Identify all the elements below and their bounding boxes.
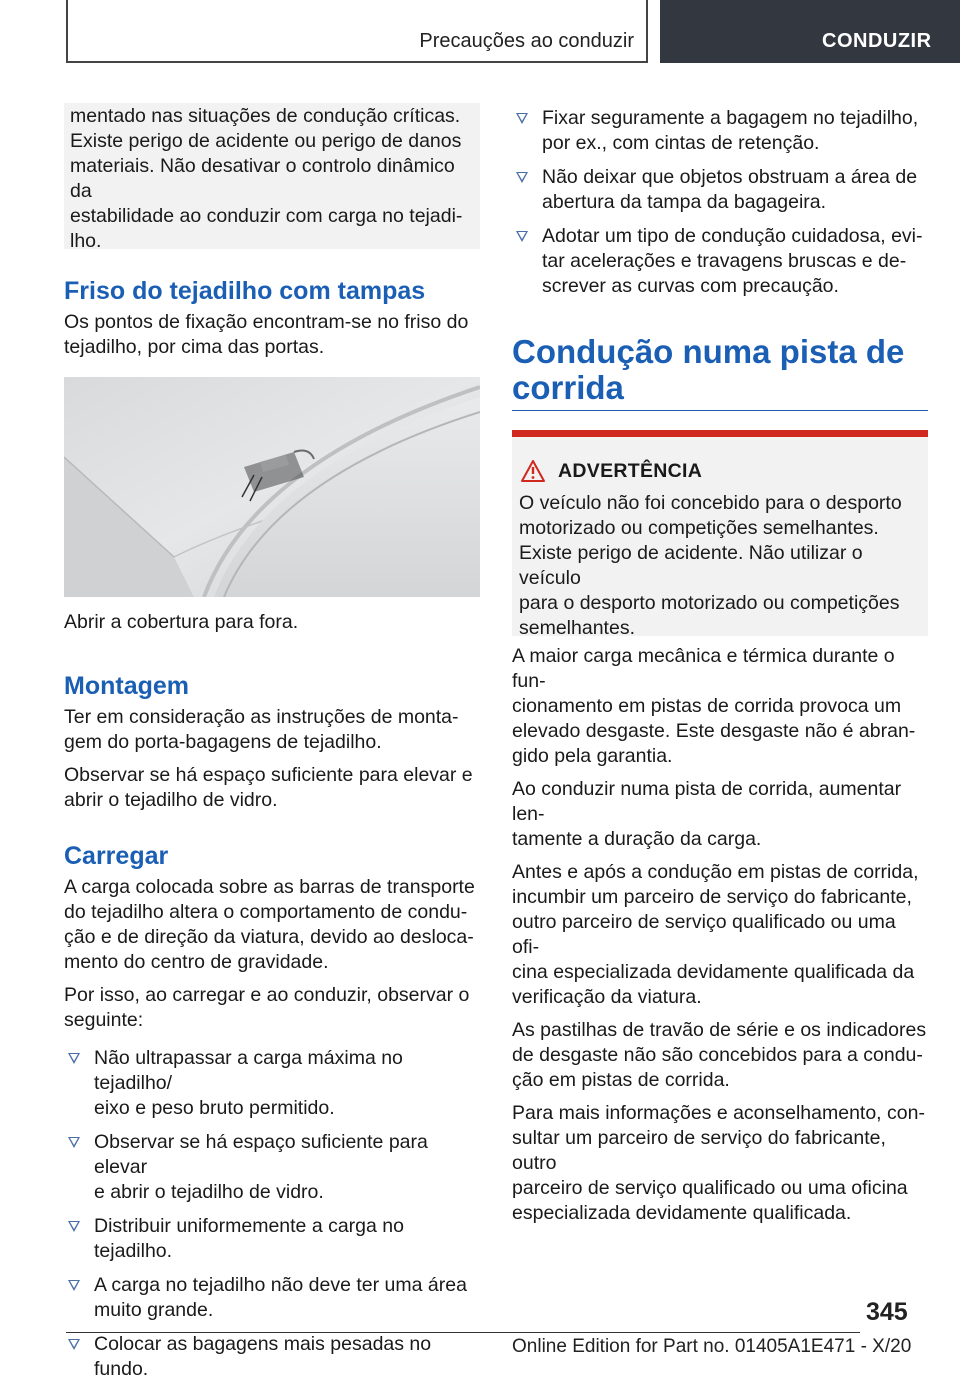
continued-note-box: [64, 103, 480, 252]
warning-triangle-icon: [520, 459, 546, 483]
page-number: 345: [866, 1298, 908, 1326]
body-text-line: ção em pistas de corrida.: [512, 1069, 730, 1091]
image-caption: Abrir a cobertura para fora.: [64, 611, 299, 633]
body-text-line: especializada devidamente qualificada.: [512, 1202, 852, 1224]
warning-text-line: semelhantes.: [519, 617, 635, 639]
list-item: Não deixar que objetos obstruam a área de abertura da tampa da bagageira.: [512, 165, 928, 215]
roof-rail-image: [64, 377, 480, 597]
carregar-heading: Carregar: [64, 842, 169, 870]
header-chapter-tab: [660, 0, 960, 63]
heading-rule: [512, 410, 928, 411]
carregar-text-line: mento do centro de gravidade.: [64, 951, 329, 973]
list-item: Não ultrapassar a carga máxima no tejadilho/ eixo e peso bruto permitido.: [64, 1046, 480, 1121]
warning-text-line: Existe perigo de acidente. Não utilizar o veículo: [519, 542, 863, 589]
roof-rail-illustration: [64, 377, 480, 597]
body-text-line: de desgaste não são concebidos para a condu-: [512, 1044, 923, 1066]
triangle-bullet-icon: [516, 172, 528, 183]
triangle-bullet-icon: [68, 1280, 80, 1291]
friso-text-line: Os pontos de fixação encontram-se no friso do: [64, 311, 469, 333]
header-section-title: Precauções ao conduzir: [419, 30, 634, 52]
warning-text-line: para o desporto motorizado ou competições: [519, 592, 900, 614]
triangle-bullet-icon: [516, 113, 528, 124]
carregar-text-line: do tejadilho altera o comportamento de condu-: [64, 901, 468, 923]
triangle-bullet-icon: [516, 231, 528, 242]
footer-rule: [66, 1332, 860, 1333]
body-text-line: verificação da viatura.: [512, 986, 702, 1008]
montagem-text-line: Ter em consideração as instruções de monta-: [64, 706, 459, 728]
montagem-text-line: Observar se há espaço suficiente para elevar e: [64, 764, 473, 786]
triangle-bullet-icon: [68, 1137, 80, 1148]
body-text-line: cina especializada devidamente qualificada da: [512, 961, 915, 983]
body-text-line: Antes e após a condução em pistas de corrida,: [512, 861, 919, 883]
note-line: lho.: [70, 230, 102, 252]
body-text-line: elevado desgaste. Este desgaste não é abran-: [512, 720, 916, 742]
list-item: A carga no tejadilho não deve ter uma área muito grande.: [64, 1273, 480, 1323]
warning-box: [512, 430, 928, 639]
list-item: Observar se há espaço suficiente para elevar e abrir o tejadilho de vidro.: [64, 1130, 480, 1205]
body-text-line: sultar um parceiro de serviço do fabricante, outro: [512, 1127, 886, 1174]
warning-label: ADVERTÊNCIA: [558, 460, 703, 482]
body-text-line: cionamento em pistas de corrida provoca um: [512, 695, 902, 717]
triangle-bullet-icon: [68, 1221, 80, 1232]
body-text-line: gido pela garantia.: [512, 745, 673, 767]
body-text-line: As pastilhas de travão de série e os indicadores: [512, 1019, 927, 1041]
friso-text-line: tejadilho, por cima das portas.: [64, 336, 325, 358]
header-chapter-title: CONDUZIR: [822, 30, 932, 52]
montagem-heading: Montagem: [64, 672, 189, 700]
body-text-line: Ao conduzir numa pista de corrida, aumentar len-: [512, 778, 902, 825]
body-text-line: A maior carga mecânica e térmica durante o fun-: [512, 645, 895, 692]
carregar-text-line: Por isso, ao carregar e ao conduzir, observar o: [64, 984, 470, 1006]
body-text-line: outro parceiro de serviço qualificado ou uma ofi-: [512, 911, 896, 958]
warning-text-line: motorizado ou competições semelhantes.: [519, 517, 879, 539]
friso-heading: Friso do tejadilho com tampas: [64, 277, 426, 305]
list-item: Colocar as bagagens mais pesadas no fundo.: [64, 1332, 480, 1382]
montagem-text-line: gem do porta-bagagens de tejadilho.: [64, 731, 382, 753]
body-text-line: Para mais informações e aconselhamento, con-: [512, 1102, 925, 1124]
body-text-line: parceiro de serviço qualificado ou uma oficina: [512, 1177, 908, 1199]
list-item: Distribuir uniformemente a carga no tejadilho.: [64, 1214, 480, 1264]
carregar-text-line: seguinte:: [64, 1009, 144, 1031]
warning-text-line: O veículo não foi concebido para o desporto: [519, 492, 902, 514]
note-line: materiais. Não desativar o controlo dinâmico da: [70, 155, 455, 202]
list-item: Adotar um tipo de condução cuidadosa, evi- tar acelerações e travagens bruscas e de- screver as curvas com precaução.: [512, 224, 928, 299]
body-text-line: tamente a duração da carga.: [512, 828, 762, 850]
header-section-tab: [66, 0, 648, 63]
note-line: mentado nas situações de condução críticas.: [70, 105, 461, 127]
race-track-heading: Condução numa pista de corrida: [512, 333, 905, 406]
list-item: Fixar seguramente a bagagem no tejadilho, por ex., com cintas de retenção.: [512, 106, 928, 156]
body-text-line: incumbir um parceiro de serviço do fabricante,: [512, 886, 912, 908]
triangle-bullet-icon: [68, 1053, 80, 1064]
edition-note: Online Edition for Part no. 01405A1E471 - X/20: [512, 1336, 912, 1357]
note-line: Existe perigo de acidente ou perigo de danos: [70, 130, 462, 152]
triangle-bullet-icon: [68, 1339, 80, 1350]
montagem-text-line: abrir o tejadilho de vidro.: [64, 789, 278, 811]
carregar-text-line: ção e de direção da viatura, devido ao desloca-: [64, 926, 474, 948]
note-line: estabilidade ao conduzir com carga no tejadi-: [70, 205, 463, 227]
carregar-text-line: A carga colocada sobre as barras de transporte: [64, 876, 475, 898]
